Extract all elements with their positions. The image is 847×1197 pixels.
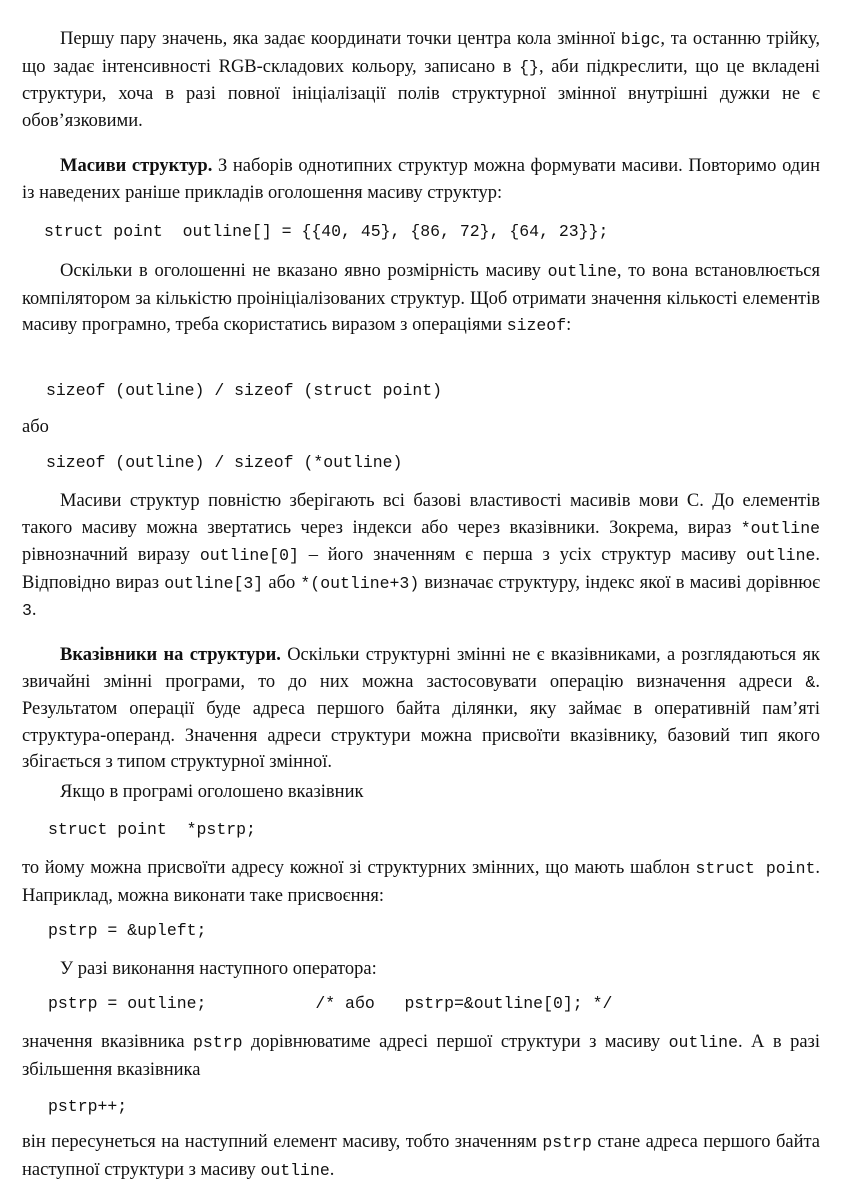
- text: Оскільки структурні змінні не є вказівниками, а розглядаються як звичайні змінні програми, то до них можна застосовувати операцію визначення адреси: [22, 645, 820, 692]
- code-assign-outline: pstrp = outline; /* або pstrp=&outline[0]; */: [48, 994, 613, 1013]
- paragraph-assign-address: [22, 855, 820, 909]
- inline-code: {}: [519, 57, 539, 77]
- section-heading: Вказівники на структури.: [60, 645, 281, 665]
- paragraph-struct-arrays: [22, 153, 820, 206]
- text: Масиви структур повністю зберігають всі базові властивості масивів мови C. До елементів такого масиву можна звертатись через індекси або через вказівники. Зокрема, вираз: [22, 491, 820, 538]
- text: дорівнюватиме адресі першої структури з масиву: [242, 1032, 669, 1052]
- text: – його значенням є перша з усіх структур масиву: [298, 545, 747, 566]
- paragraph-array-size: [22, 258, 820, 340]
- text: то йому можна присвоїти адресу кожної зі структурних змінних, що мають шаблон: [22, 858, 696, 878]
- inline-code: outline[0]: [199, 546, 299, 566]
- code-sizeof-struct-point: sizeof (outline) / sizeof (struct point): [46, 381, 443, 400]
- text: визначає структуру, індекс якої в масиві дорівнює: [419, 572, 821, 593]
- inline-code: sizeof: [506, 316, 567, 336]
- text: З наборів однотипних структур можна формувати масиви. Повторимо один із наведених раніше прикладів оголошення масиву структур:: [22, 156, 820, 203]
- text: , аби підкреслити, що це вкладені структури, хоча в разі повної ініціалізації полів структурної змінної внутрішні дужки не є обов’язковими.: [22, 56, 820, 131]
- code-pointer-increment: pstrp++;: [48, 1097, 128, 1116]
- text: Оскільки в оголошенні не вказано явно розмірність масиву: [60, 261, 548, 281]
- text: стане адреса першого байта наступної структури з масиву: [22, 1132, 820, 1180]
- inline-code: struct point: [695, 859, 816, 878]
- inline-code: outline: [746, 546, 816, 566]
- paragraph-nested-structures: [22, 26, 820, 134]
- inline-code: outline: [260, 1160, 330, 1180]
- paragraph-array-properties: [22, 488, 820, 625]
- section-heading: Масиви структур.: [60, 156, 213, 176]
- text: . Наприклад, можна виконати таке присвоєння:: [22, 858, 820, 906]
- text: . Результатом операції буде адреса першого байта ділянки, яку займає в оперативній пам’яті структура-операнд. Значення адреси структури можна присвоїти вказівнику, базовий тип якого збігається з типом структурної змінної.: [22, 671, 820, 773]
- inline-code: pstrp: [193, 1033, 243, 1052]
- inline-code: outline: [668, 1033, 738, 1052]
- text: .: [329, 1159, 335, 1180]
- paragraph-pointer-value: [22, 1029, 820, 1083]
- inline-code: outline: [547, 262, 617, 281]
- text: значення вказівника: [22, 1032, 193, 1052]
- text: або: [263, 572, 301, 593]
- text: . Відповідно вираз: [22, 545, 820, 593]
- inline-code: pstrp: [542, 1133, 592, 1152]
- code-pointer-declaration: struct point *pstrp;: [48, 820, 256, 839]
- text: :: [566, 315, 572, 336]
- paragraph-next-operator: У разі виконання наступного оператора:: [60, 959, 377, 979]
- inline-code: outline[3]: [164, 573, 264, 593]
- or-text: або: [22, 417, 49, 437]
- text: Першу пару значень, яка задає координати точки центра кола змінної: [60, 29, 621, 49]
- text: , та останню трійку, що задає інтенсивності RGB-складових кольору, записано в: [22, 29, 821, 77]
- text: , то вона встановлюється компілятором за кількістю проініціалізованих структур. Щоб отримати значення кількості елементів масиву програмно, треба скористатись виразом з операціями: [22, 261, 820, 336]
- inline-code: 3: [22, 601, 32, 621]
- text: він пересунеться на наступний елемент масиву, тобто значенням: [22, 1132, 543, 1152]
- text: . А в разі збільшення вказівника: [22, 1032, 821, 1080]
- code-sizeof-deref: sizeof (outline) / sizeof (*outline): [46, 453, 403, 472]
- inline-code: &: [805, 672, 816, 692]
- paragraph-pointer-declared: Якщо в програмі оголошено вказівник: [60, 782, 364, 802]
- paragraph-struct-pointers: [22, 642, 820, 776]
- code-outline-declaration: struct point outline[] = {{40, 45}, {86, 72}, {64, 23}};: [44, 222, 609, 241]
- inline-code: *(outline+3): [300, 573, 420, 593]
- text: рівнозначний виразу: [22, 545, 200, 566]
- inline-code: bigc: [620, 30, 661, 49]
- inline-code: *outline: [740, 518, 820, 538]
- code-assign-upleft: pstrp = &upleft;: [48, 921, 207, 940]
- text: .: [31, 600, 37, 621]
- paragraph-pointer-advance: [22, 1129, 820, 1184]
